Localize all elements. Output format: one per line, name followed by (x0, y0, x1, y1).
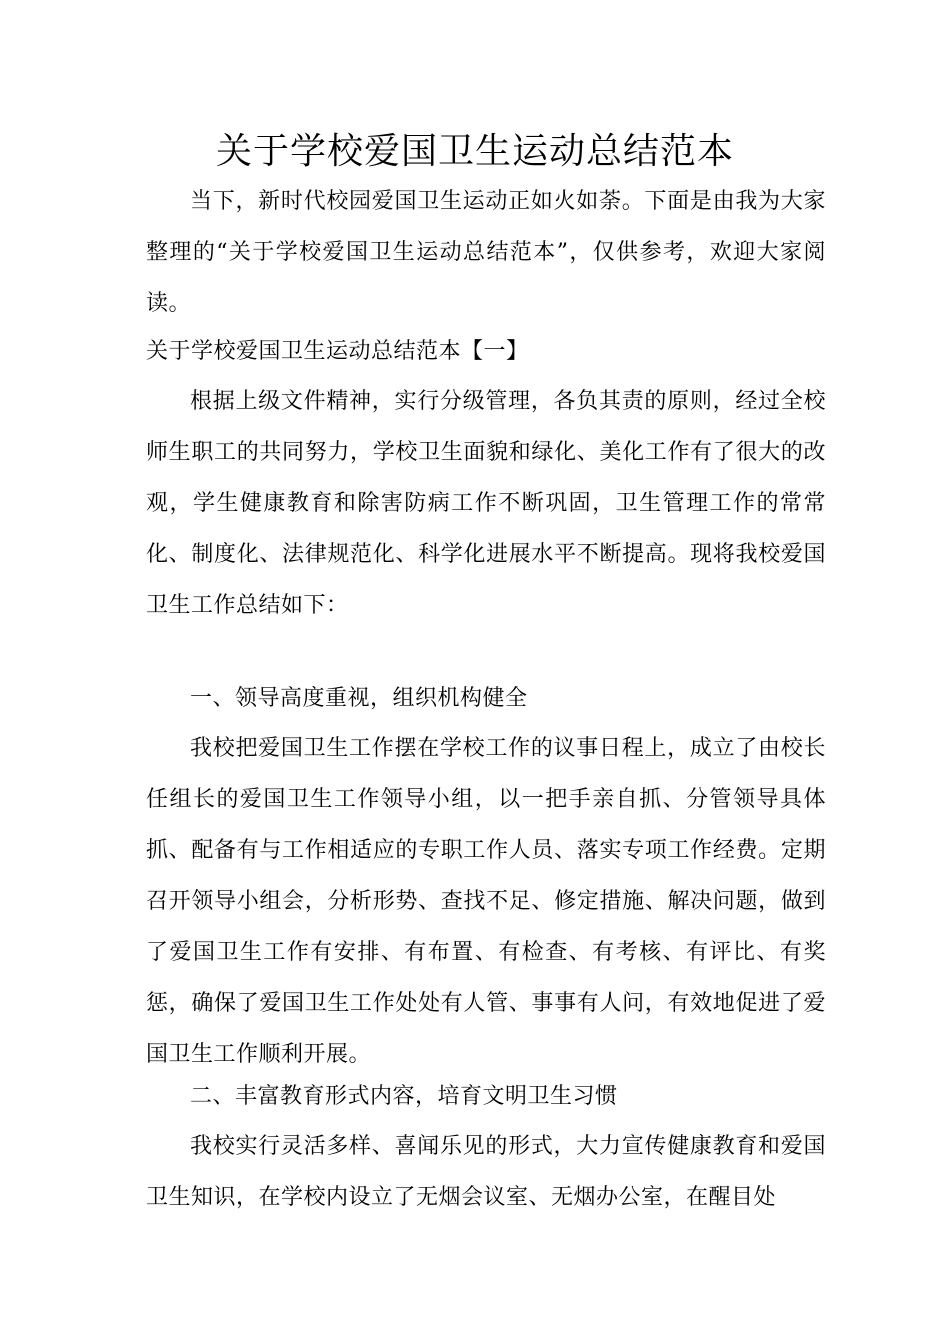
intro-paragraph: 当下，新时代校园爱国卫生运动正如火如荼。下面是由我为大家整理的“关于学校爱国卫生运动总结范本”，仅供参考，欢迎大家阅读。 (146, 189, 826, 316)
section-title: 关于学校爱国卫生运动总结范本【一】 (146, 339, 529, 364)
document-title: 关于学校爱国卫生运动总结范本 (215, 131, 734, 172)
body-paragraph-2: 我校把爱国卫生工作摆在学校工作的议事日程上，成立了由校长任组长的爱国卫生工作领导小组，以一把手亲自抓、分管领导具体抓、配备有与工作相适应的专职工作人员、落实专项工作经费。定期召开领导小组会，分析形势、查找不足、修定措施、解决问题，做到了爱国卫生工作有安排、有布置、有检查、有考核、有评比、有奖惩，确保了爱国卫生工作处处有人管、事事有人问，有效地促进了爱国卫生工作顺利开展。 (146, 736, 826, 1067)
body-paragraph-3: 我校实行灵活多样、喜闻乐见的形式，大力宣传健康教育和爱国卫生知识，在学校内设立了无烟会议室、无烟办公室，在醒目处 (146, 1134, 826, 1210)
section-heading-1: 一、领导高度重视，组织机构健全 (190, 686, 528, 711)
body-paragraph-1: 根据上级文件精神，实行分级管理，各负其责的原则，经过全校师生职工的共同努力，学校卫生面貌和绿化、美化工作有了很大的改观，学生健康教育和除害防病工作不断巩固，卫生管理工作的常常化、制度化、法律规范化、科学化进展水平不断提高。现将我校爱国卫生工作总结如下： (146, 389, 826, 618)
section-heading-2: 二、丰富教育形式内容，培育文明卫生习惯 (190, 1084, 618, 1109)
